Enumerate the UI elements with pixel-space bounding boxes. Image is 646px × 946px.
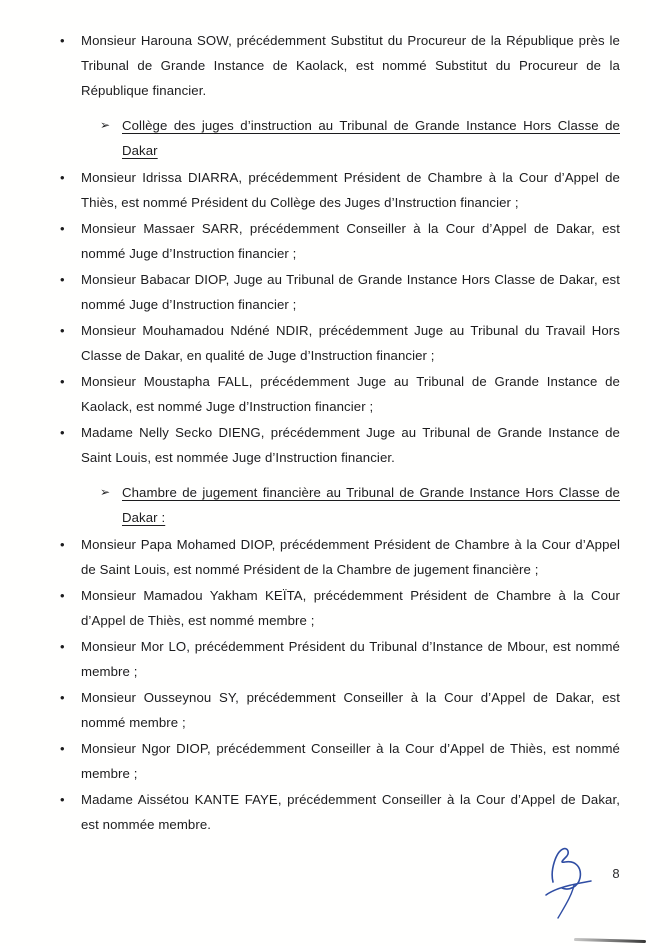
bullet-icon: • — [60, 170, 65, 185]
list-item — [60, 532, 620, 582]
bullet-icon: • — [60, 588, 65, 603]
bullet-icon: • — [60, 221, 65, 236]
bullet-icon: • — [60, 33, 65, 48]
section2-bullet-list — [60, 532, 620, 837]
bullet-icon: • — [60, 690, 65, 705]
list-item-text: Monsieur Mouhamadou Ndéné NDIR, précédemment Juge au Tribunal du Travail Hors Classe de Dakar, en qualité de Juge d’Instruction financier ; — [81, 323, 620, 363]
list-item-text: Madame Aissétou KANTE FAYE, précédemment Conseiller à la Cour d’Appel de Dakar, est nommée membre. — [81, 792, 620, 832]
list-item-text: Monsieur Idrissa DIARRA, précédemment Président de Chambre à la Cour d’Appel de Thiès, est nommé Président du Collège des Juges d’Instruction financier ; — [81, 170, 620, 210]
bullet-icon: • — [60, 639, 65, 654]
list-item-text: Monsieur Massaer SARR, précédemment Conseiller à la Cour d’Appel de Dakar, est nommé Juge d’Instruction financier ; — [81, 221, 620, 261]
scan-edge-artifact — [574, 938, 646, 943]
list-item — [60, 28, 620, 103]
bullet-icon: • — [60, 272, 65, 287]
list-item — [60, 165, 620, 215]
section-heading-college — [100, 113, 620, 163]
bullet-icon: • — [60, 374, 65, 389]
section-heading-chambre — [100, 480, 620, 530]
document-body — [60, 28, 620, 838]
list-item — [60, 267, 620, 317]
list-item — [60, 634, 620, 684]
arrow-bullet-icon: ➢ — [100, 118, 111, 132]
list-item — [60, 318, 620, 368]
list-item-text: Monsieur Mor LO, précédemment Président du Tribunal d’Instance de Mbour, est nommé membre ; — [81, 639, 620, 679]
intro-bullet-list — [60, 28, 620, 103]
list-item-text: Monsieur Harouna SOW, précédemment Substitut du Procureur de la République près le Tribunal de Grande Instance de Kaolack, est nommé Substitut du Procureur de la République financier. — [81, 33, 620, 98]
bullet-icon: • — [60, 323, 65, 338]
list-item-text: Monsieur Mamadou Yakham KEÏTA, précédemment Président de Chambre à la Cour d’Appel de Thiès, est nommé membre ; — [81, 588, 620, 628]
bullet-icon: • — [60, 537, 65, 552]
section-heading-text: Chambre de jugement financière au Tribunal de Grande Instance Hors Classe de Dakar : — [122, 485, 620, 525]
bullet-icon: • — [60, 425, 65, 440]
list-item — [60, 216, 620, 266]
section-heading-text: Collège des juges d’instruction au Tribunal de Grande Instance Hors Classe de Dakar — [122, 118, 620, 158]
handwritten-signature-paraph — [543, 846, 595, 922]
list-item — [60, 583, 620, 633]
list-item — [60, 420, 620, 470]
arrow-bullet-icon: ➢ — [100, 485, 111, 499]
list-item-text: Madame Nelly Secko DIENG, précédemment Juge au Tribunal de Grande Instance de Saint Louis, est nommée Juge d’Instruction financier. — [81, 425, 620, 465]
page-number: 8 — [612, 866, 620, 881]
list-item-text: Monsieur Ngor DIOP, précédemment Conseiller à la Cour d’Appel de Thiès, est nommé membre ; — [81, 741, 620, 781]
list-item-text: Monsieur Papa Mohamed DIOP, précédemment Président de Chambre à la Cour d’Appel de Saint Louis, est nommé Président de la Chambre de jugement financière ; — [81, 537, 620, 577]
list-item — [60, 787, 620, 837]
list-item — [60, 685, 620, 735]
bullet-icon: • — [60, 792, 65, 807]
bullet-icon: • — [60, 741, 65, 756]
section1-bullet-list — [60, 165, 620, 470]
list-item-text: Monsieur Moustapha FALL, précédemment Juge au Tribunal de Grande Instance de Kaolack, est nommé Juge d’Instruction financier ; — [81, 374, 620, 414]
list-item — [60, 369, 620, 419]
list-item — [60, 736, 620, 786]
list-item-text: Monsieur Ousseynou SY, précédemment Conseiller à la Cour d’Appel de Dakar, est nommé membre ; — [81, 690, 620, 730]
list-item-text: Monsieur Babacar DIOP, Juge au Tribunal de Grande Instance Hors Classe de Dakar, est nommé Juge d’Instruction financier ; — [81, 272, 620, 312]
